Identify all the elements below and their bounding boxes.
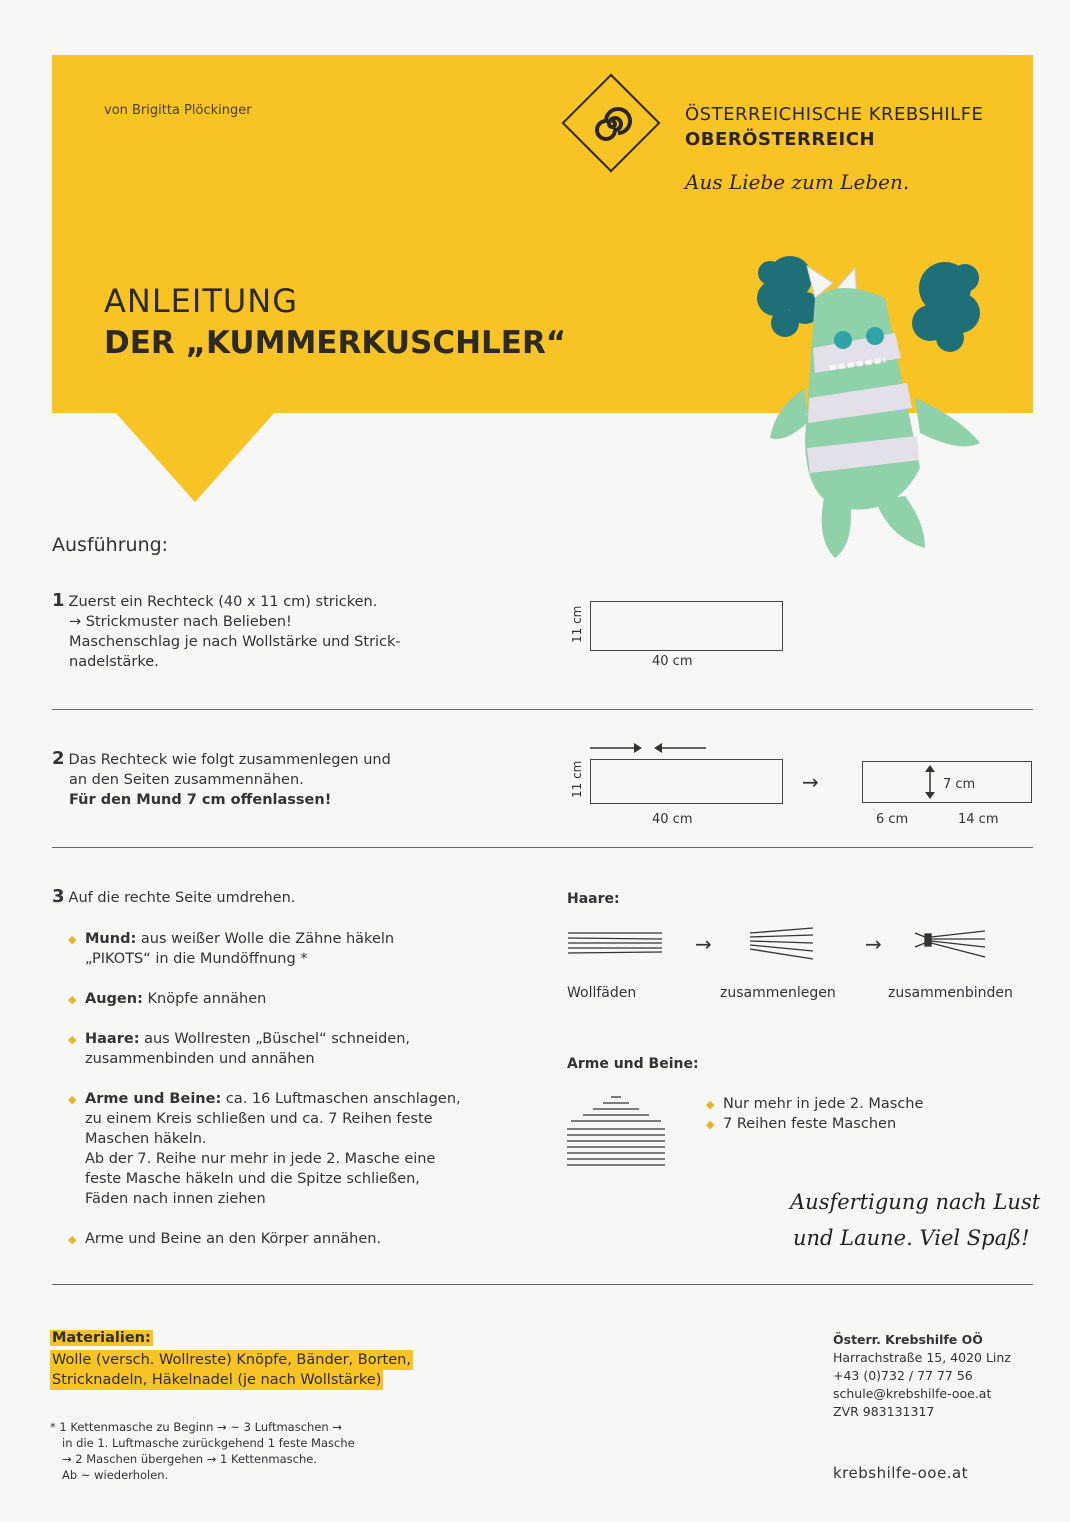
haare-step-3: zusammenbinden	[888, 985, 1013, 1001]
dim-width: 40 cm	[652, 812, 693, 827]
button-eye-left-icon	[834, 331, 852, 349]
closing-script-line1: Ausfertigung nach Lust	[790, 1190, 1041, 1214]
bullet-augen: ◆ Augen: Knöpfe annähen	[68, 989, 498, 1009]
step-number: 3	[52, 886, 65, 907]
contact-zvr: ZVR 983131317	[833, 1404, 935, 1419]
diamond-bullet-icon: ◆	[68, 993, 77, 1006]
step-number: 2	[52, 748, 65, 769]
strands-gathered-icon	[750, 928, 813, 959]
divider	[52, 709, 1033, 710]
contact-name: Österr. Krebshilfe OÖ	[833, 1332, 983, 1347]
closing-script-line2: und Laune. Viel Spaß!	[793, 1226, 1030, 1250]
rectangle-diagram-folded	[590, 759, 783, 804]
dim-left: 6 cm	[876, 812, 909, 827]
haare-step-1: Wollfäden	[567, 985, 637, 1001]
arrow-right-icon: →	[802, 770, 819, 794]
toy-body	[805, 288, 920, 510]
bullet-annaehen: ◆ Arme und Beine an den Körper annähen.	[68, 1229, 498, 1249]
footnote: * 1 Kettenmasche zu Beginn → ~ 3 Luftmaschen → in die 1. Luftmasche zurückgehend 1 feste Masche → 2 Maschen übergehen → 1 Kettenmasche. Ab ~ wiederholen.	[50, 1420, 355, 1482]
svg-text:→: →	[865, 932, 882, 956]
arme-note-1: ◆ Nur mehr in jede 2. Masche	[706, 1094, 1006, 1114]
dim-width: 40 cm	[652, 654, 693, 669]
rectangle-diagram-flat	[590, 601, 783, 651]
diamond-bullet-icon: ◆	[68, 1093, 77, 1106]
toy-arm-right	[915, 398, 980, 446]
wool-strands-icon	[568, 933, 662, 953]
toy-leg-right	[875, 496, 925, 548]
arme-title: Arme und Beine:	[567, 1056, 699, 1072]
opening-arrow-icon	[922, 764, 938, 800]
haare-title: Haare:	[567, 891, 620, 907]
step-2: 2 Das Rechteck wie folgt zusammenlegen und an den Seiten zusammennähen. Für den Mund 7 cm offenlassen!	[52, 748, 391, 808]
page-title-line2: DER „KUMMERKUSCHLER“	[104, 325, 567, 361]
org-region: OBERÖSTERREICH	[685, 129, 876, 150]
haare-step-2: zusammenlegen	[720, 985, 836, 1001]
arme-note-2: ◆ 7 Reihen feste Maschen	[706, 1114, 1006, 1134]
bullet-arme-beine: ◆ Arme und Beine: ca. 16 Luftmaschen anschlagen, zu einem Kreis schließen und ca. 7 Reihen feste Maschen häkeln. Ab der 7. Reihe nur mehr in jede 2. Masche eine feste Masche häkeln und die Spitze schließen, Fäden nach innen ziehen	[68, 1091, 461, 1207]
step-number: 1	[52, 590, 65, 611]
toy-arm-left	[770, 388, 807, 439]
diamond-bullet-icon: ◆	[68, 1033, 77, 1046]
hair-tuft-right-icon	[912, 262, 980, 352]
step-3: 3 Auf die rechte Seite umdrehen.	[52, 886, 296, 907]
org-name: ÖSTERREICHISCHE KREBSHILFE	[685, 104, 984, 125]
materials-line2: Stricknadeln, Häkelnadel (je nach Wollstärke)	[52, 1372, 382, 1388]
crochet-rows-diagram	[565, 1093, 670, 1173]
step-1: 1 Zuerst ein Rechteck (40 x 11 cm) stricken. → Strickmuster nach Belieben! Maschenschlag je nach Wollstärke und Strick- nadelstärke.	[52, 590, 401, 670]
header-pointer	[115, 412, 275, 502]
hair-tuft-left-icon	[757, 256, 821, 337]
button-eye-right-icon	[866, 327, 884, 345]
strands-tied-icon	[915, 931, 985, 957]
contact-email[interactable]: schule@krebshilfe-ooe.at	[833, 1386, 992, 1401]
dim-height: 11 cm	[570, 605, 584, 643]
dim-opening: 7 cm	[943, 777, 976, 792]
dim-right: 14 cm	[958, 812, 999, 827]
diamond-bullet-icon: ◆	[706, 1098, 715, 1111]
svg-text:→: →	[695, 932, 712, 956]
kummerkuschler-toy-image	[745, 238, 995, 568]
website-link[interactable]: krebshilfe-ooe.at	[833, 1464, 969, 1482]
hair-steps-diagram	[565, 925, 1035, 970]
bullet-haare: ◆ Haare: aus Wollresten „Büschel“ schneiden, zusammenbinden und annähen	[68, 1031, 410, 1067]
divider	[52, 847, 1033, 848]
dim-height: 11 cm	[570, 760, 584, 798]
divider	[52, 1284, 1033, 1285]
materials-title: Materialien:	[52, 1330, 151, 1346]
page-title-line1: ANLEITUNG	[104, 282, 299, 320]
materials-line1: Wolle (versch. Wollreste) Knöpfe, Bänder, Borten,	[52, 1352, 411, 1368]
contact-address: Harrachstraße 15, 4020 Linz	[833, 1350, 1011, 1365]
spiral-logo-icon	[586, 98, 638, 150]
diamond-bullet-icon: ◆	[68, 1233, 77, 1246]
contact-phone: +43 (0)732 / 77 77 56	[833, 1368, 973, 1383]
toy-leg-left	[822, 493, 851, 558]
diamond-bullet-icon: ◆	[706, 1118, 715, 1131]
contact-block	[833, 1331, 1011, 1421]
bullet-mund: ◆ Mund: aus weißer Wolle die Zähne häkeln „PIKOTS“ in die Mundöffnung *	[68, 931, 395, 967]
diamond-bullet-icon: ◆	[68, 933, 77, 946]
section-title: Ausführung:	[52, 534, 169, 556]
slogan: Aus Liebe zum Leben.	[685, 170, 910, 194]
author: von Brigitta Plöckinger	[104, 103, 252, 118]
